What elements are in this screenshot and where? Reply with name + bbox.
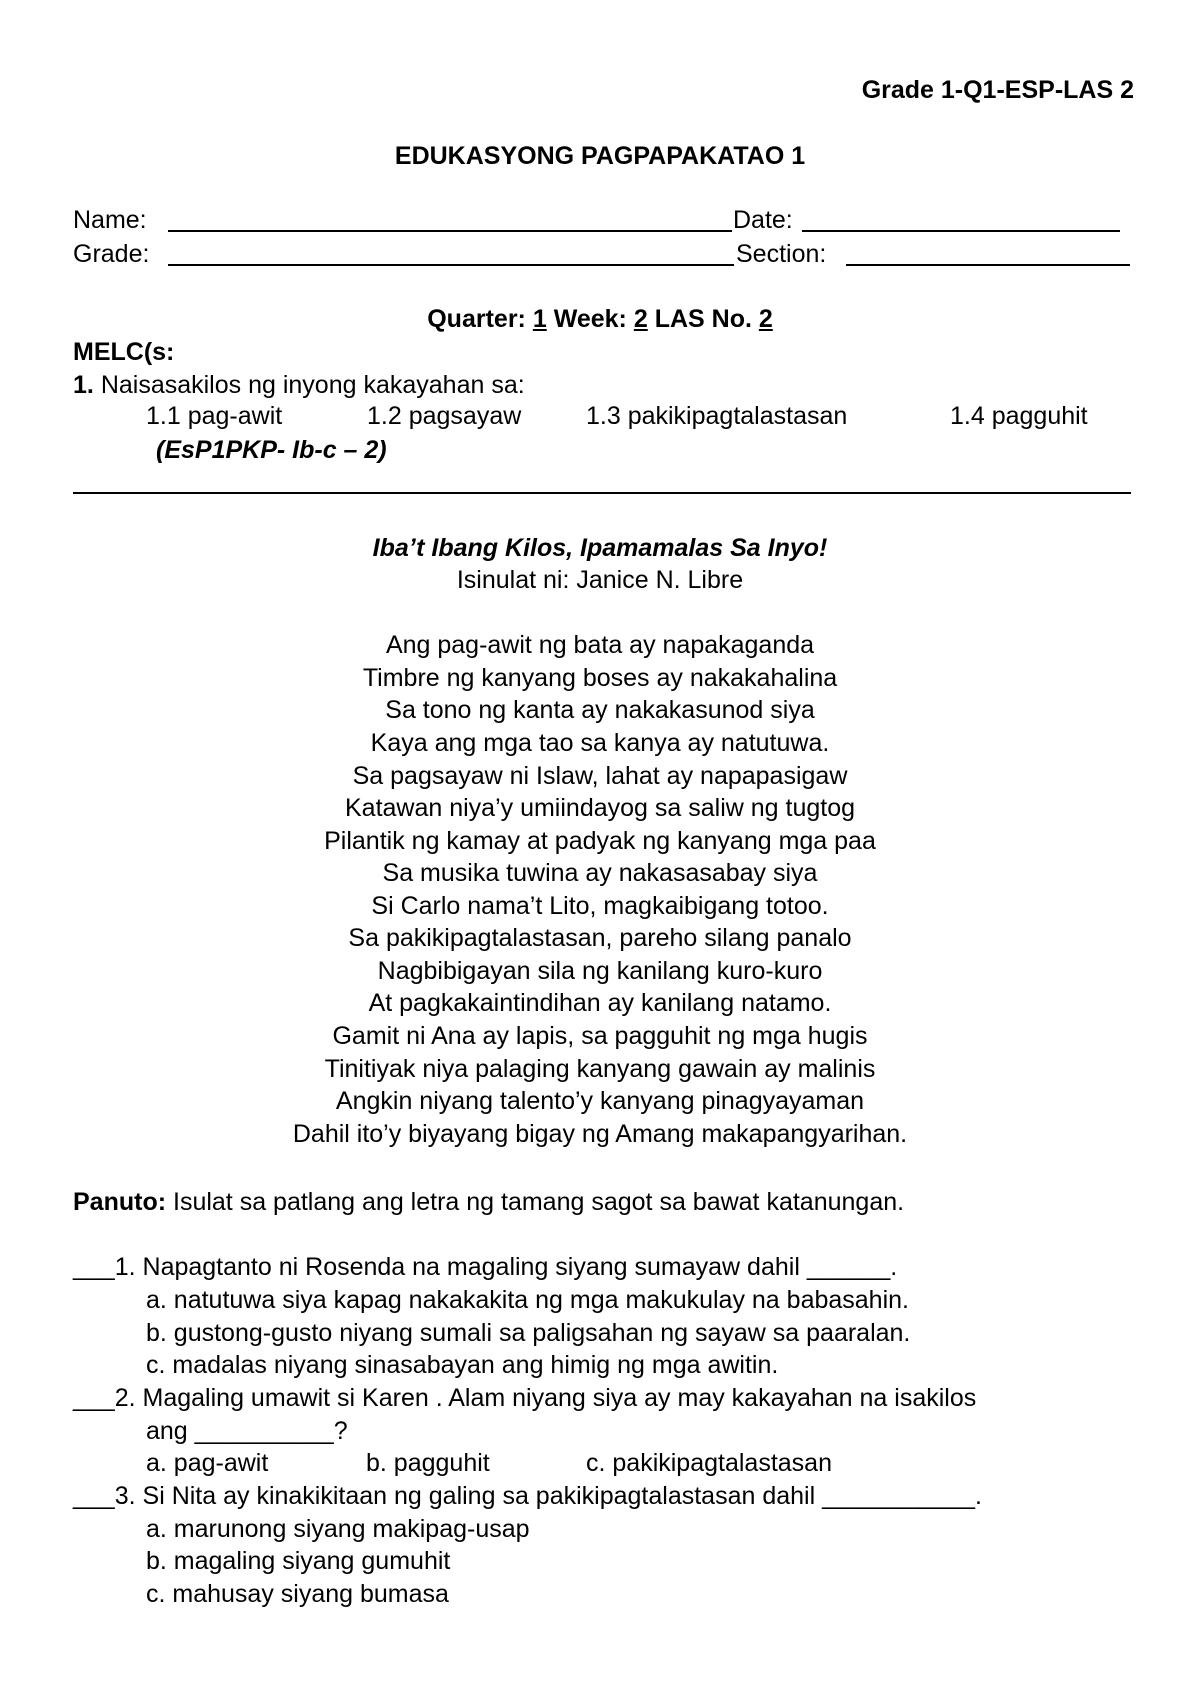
poem-line: Gamit ni Ana ay lapis, sa pagguhit ng mga hugis [332, 1022, 868, 1050]
poem-line: Sa pakikipagtalastasan, pareho silang panalo [348, 924, 852, 952]
melc-item-text: Naisasakilos ng inyong kakayahan sa: [100, 371, 525, 399]
choice: c. mahusay siyang bumasa [146, 1580, 449, 1608]
poem-line: Sa pagsayaw ni Islaw, lahat ay napapasigaw [352, 762, 848, 790]
poem-line: Sa musika tuwina ay nakasasabay siya [382, 859, 818, 887]
choice: b. pagguhit [366, 1449, 490, 1477]
melc-item [73, 373, 525, 398]
week-value: 2 [633, 305, 648, 333]
melc-sub-item: 1.1 pag-awit [146, 402, 283, 430]
choice: b. gustong-gusto niyang sumali sa paligsahan ng sayaw sa paaralan. [146, 1319, 911, 1347]
poem-line: Ang pag-awit ng bata ay napakaganda [385, 631, 815, 659]
grade-label: Grade: [73, 240, 150, 268]
quarter-line [0, 307, 1200, 332]
poem-line: At pagkakaintindihan ay kanilang natamo. [368, 989, 832, 1017]
poem-line: Katawan niya’y umiindayog sa saliw ng tugtog [344, 794, 856, 822]
las-label: LAS No. [654, 305, 752, 333]
name-field[interactable] [168, 230, 732, 232]
choice: c. madalas niyang sinasabayan ang himig ng mga awitin. [146, 1351, 779, 1379]
document-title: EDUKASYONG PAGPAPAKATAO 1 [394, 142, 806, 170]
section-label: Section: [736, 240, 827, 268]
poem-line: Sa tono ng kanta ay nakakasunod siya [385, 696, 815, 724]
section-field[interactable] [846, 264, 1130, 266]
name-label: Name: [73, 206, 147, 234]
document-code: Grade 1-Q1-ESP-LAS 2 [861, 76, 1134, 104]
choice: a. pag-awit [146, 1449, 269, 1477]
poem-line: Tinitiyak niya palaging kanyang gawain ay malinis [324, 1055, 876, 1083]
poem-line: Timbre ng kanyang boses ay nakakahalina [362, 664, 838, 692]
poem-line: Angkin niyang talento’y kanyang pinagyayaman [335, 1087, 865, 1115]
answer-blank[interactable]: ___ [73, 1384, 115, 1412]
quarter-label: Quarter: [427, 305, 526, 333]
poem-line: Dahil ito’y biyayang bigay ng Amang makapangyarihan. [292, 1120, 908, 1148]
question-3 [73, 1484, 982, 1509]
melc-code: (EsP1PKP- Ib-c – 2) [156, 436, 387, 464]
question-1 [73, 1255, 897, 1280]
instructions-label: Panuto: [73, 1188, 167, 1216]
poem-title: Iba’t Ibang Kilos, Ipamamalas Sa Inyo! [372, 534, 828, 562]
question-2 [73, 1386, 976, 1411]
las-value: 2 [758, 305, 773, 333]
question-text: 2. Magaling umawit si Karen . Alam niyang siya ay may kakayahan na isakilos [114, 1384, 977, 1412]
quarter-value: 1 [532, 305, 547, 333]
poem-line: Nagbibigayan sila ng kanilang kuro-kuro [377, 957, 823, 985]
grade-field[interactable] [168, 264, 734, 266]
melc-sub-item: 1.4 pagguhit [950, 402, 1088, 430]
poem-line: Si Carlo nama’t Lito, magkaibigang totoo. [371, 892, 829, 920]
question-text: 3. Si Nita ay kinakikitaan ng galing sa pakikipagtalastasan dahil ___________. [114, 1482, 982, 1510]
answer-blank[interactable]: ___ [73, 1482, 115, 1510]
choice: a. natutuwa siya kapag nakakakita ng mga makukulay na babasahin. [146, 1286, 909, 1314]
date-field[interactable] [802, 230, 1120, 232]
choice: c. pakikipagtalastasan [586, 1449, 832, 1477]
instructions [73, 1190, 904, 1215]
question-text-continued: ang __________? [146, 1417, 348, 1445]
answer-blank[interactable]: ___ [73, 1253, 115, 1281]
choice: a. marunong siyang makipag-usap [146, 1515, 530, 1543]
date-label: Date: [733, 206, 793, 234]
section-divider [73, 492, 1131, 494]
instructions-text: Isulat sa patlang ang letra ng tamang sagot sa bawat katanungan. [173, 1188, 905, 1216]
choice: b. magaling siyang gumuhit [146, 1547, 451, 1575]
poem-author: Isinulat ni: Janice N. Libre [456, 566, 744, 594]
week-label: Week: [553, 305, 627, 333]
poem-line: Pilantik ng kamay at padyak ng kanyang mga paa [324, 827, 876, 855]
poem-line: Kaya ang mga tao sa kanya ay natutuwa. [370, 729, 830, 757]
melc-item-number: 1. [73, 371, 94, 399]
melc-sub-item: 1.2 pagsayaw [367, 402, 522, 430]
question-text: 1. Napagtanto ni Rosenda na magaling siyang sumayaw dahil ______. [114, 1253, 898, 1281]
melc-heading: MELC(s: [73, 338, 175, 366]
melc-sub-item: 1.3 pakikipagtalastasan [586, 402, 848, 430]
